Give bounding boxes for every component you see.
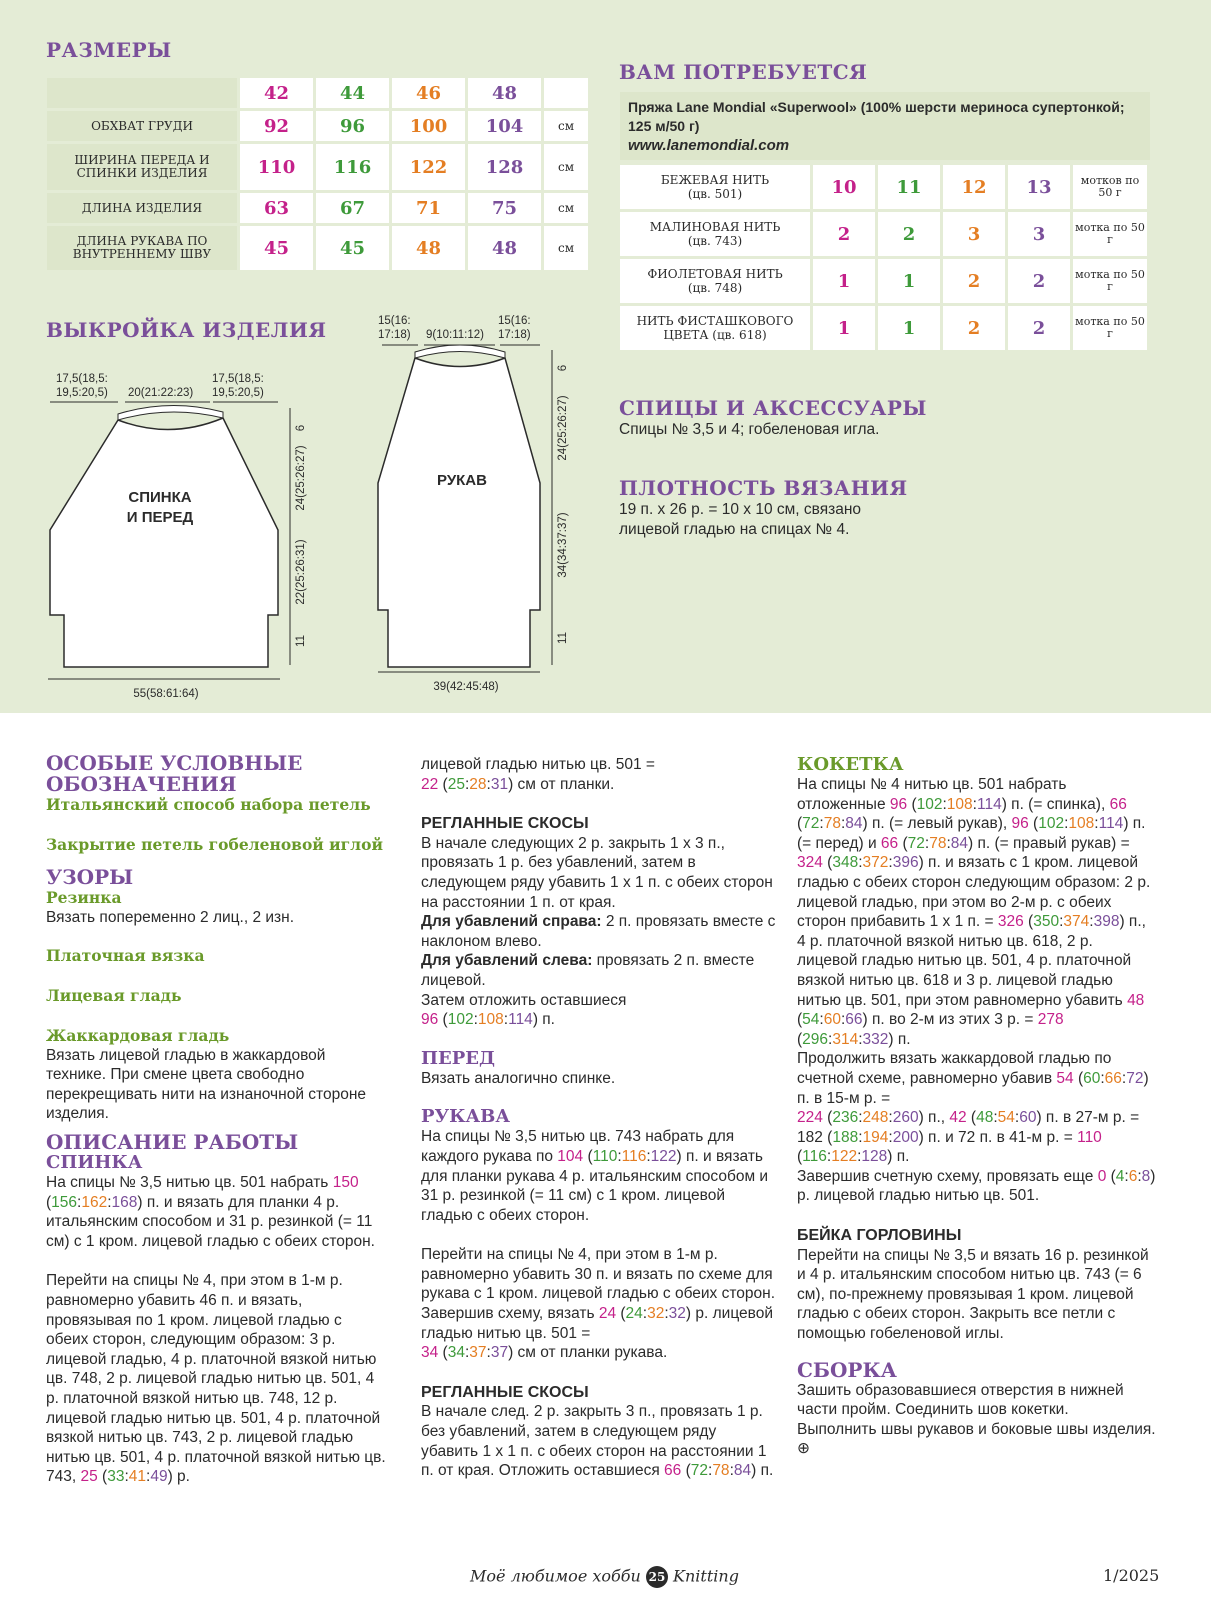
dim-label: 39(42:45:48) [433,681,499,693]
cell: 110 [240,144,313,190]
cell: 2 [878,212,940,256]
dim-label: 17:18) [498,329,531,341]
body-label-2: И ПЕРЕД [126,509,194,526]
cell: 2 [943,306,1005,350]
cell: 2 [1008,259,1070,303]
size-header: 46 [392,78,465,108]
unit-cell: мотка по 50 г [1073,306,1147,350]
unit-cell: см [544,144,588,190]
column-1: ОСОБЫЕ УСЛОВНЫЕ ОБОЗНАЧЕНИЯ Итальянский способ набора петель Закрытие петель гобеленовой иглой УЗОРЫ Резинка Вязать попеременно 2 лиц., 2 изн. Платочная вязка Лицевая гладь Жаккардовая гладь Вязать лицевой гладью в жаккардовой технике. При смене цвета свободно перекрещивать нити на изнаночной стороне изделия. ОПИСАНИЕ РАБОТЫ СПИНКА На спицы № 3,5 нитью цв. 501 набрать 150 (156:162:168) п. и вязать для планки 4 р. итальянским способом и 31 р. резинкой (= 11 см) с 1 кром. лицевой гладью с обеих сторон. Перейти на спицы № 4, при этом в 1-м р. равномерно убавить 46 п. и вязать, провязывая по 1 кром. лицевой гладью с обеих сторон, следующим образом: 3 р. лицевой гладью, 4 р. платочной вязкой нитью цв. 748, 2 р. лицевой гладью нитью цв. 501, 4 р. платочной вязкой нитью цв. 748, 12 р. лицевой гладью нитью цв. 501, 4 р. платочной вязкой нитью цв. 743, 2 р. лицевой гладью нитью цв. 501, 4 р. платочной вязкой нитью цв. 743, 25 (33:41:49) р. [46,751,386,1486]
row-label: ДЛИНА ИЗДЕЛИЯ [47,193,237,223]
cell: 122 [392,144,465,190]
cell: 67 [316,193,389,223]
footer-magazine: Моё любимое хобби 25 Knitting [470,1566,739,1588]
size-header: 48 [468,78,541,108]
cell: 10 [813,165,875,209]
dim-label: 34(34:37:37) [557,512,569,578]
dim-label: 11 [295,635,307,647]
sizes-table [44,75,591,273]
column-2: лицевой гладью нитью цв. 501 = 22 (25:28:31) см от планки. РЕГЛАННЫЕ СКОСЫ В начале следующих 2 р. закрыть 1 х 3 п., провязать 1 р. без убавлений, затем в следующем ряду убавить 1 х 1 п. с обеих сторон на расстоянии 1 п. от края. Для убавлений справа: 2 п. провязать вместе с наклоном влево. Для убавлений слева: провязать 2 п. вместе лицевой. Затем отложить оставшиеся 96 (102:108:114) п. ПЕРЕД Вязать аналогично спинке. РУКАВА На спицы № 3,5 нитью цв. 743 набрать для каждого рукава по 104 (110:116:122) п. и вязать для планки рукава 4 р. итальянским способом и 31 р. резинкой (= 11 см) с 1 кром. лицевой гладью с обеих сторон. Перейти на спицы № 4, при этом в 1-м р. равномерно убавить 30 п. и вязать по схеме для рукава с 1 кром. лицевой гладью с обеих сторон. Завершив схему, вязать 24 (24:32:32) р. лицевой гладью нитью цв. 501 = 34 (34:37:37) см от планки рукава. РЕГЛАННЫЕ СКОСЫ В начале след. 2 р. закрыть 3 п., провязать 1 р. без убавлений, затем в следующем ряду убавить 1 х 1 п. с обеих сторон на расстоянии 1 п. от края. Отложить оставшиеся 66 (72:78:84) п. [421,756,776,1480]
cell: 13 [1008,165,1070,209]
unit-cell: см [544,193,588,223]
yarn-description [620,92,1150,160]
page-number-badge: 25 [646,1566,668,1588]
row-label: ОБХВАТ ГРУДИ [47,111,237,141]
cell: 11 [878,165,940,209]
dim-label: 24(25:26:27) [557,395,569,461]
cell: 48 [468,226,541,270]
cell: 75 [468,193,541,223]
pattern-diagram [0,300,600,700]
size-header: 44 [316,78,389,108]
dim-label: 6 [295,424,307,432]
footer-issue: 1/2025 [1103,1566,1160,1585]
dim-label: 55(58:61:64) [133,688,199,700]
needles-title: СПИЦЫ И АКСЕССУАРЫ [619,396,927,420]
cell: 1 [813,259,875,303]
cell: 71 [392,193,465,223]
body-shape [50,418,278,667]
cell: 45 [316,226,389,270]
yarn-label: БЕЖЕВАЯ НИТЬ (цв. 501) [620,165,810,209]
cell: 1 [813,306,875,350]
unit-cell: см [544,111,588,141]
sleeve-shape [378,358,540,667]
gauge-text: 19 п. х 26 р. = 10 х 10 см, связано лицевой гладью на спицах № 4. [619,501,862,538]
body-label-1: СПИНКА [128,489,192,506]
size-header: 42 [240,78,313,108]
cell: 45 [240,226,313,270]
dim-label: 15(16: [498,315,531,327]
sleeve-label: РУКАВ [437,472,487,489]
cell: 12 [943,165,1005,209]
row-label: ДЛИНА РУКАВА ПО ВНУТРЕННЕМУ ШВУ [47,226,237,270]
dim-label: 22(25:26:31) [295,539,307,605]
yarn-label: НИТЬ ФИСТАШКОВОГО ЦВЕТА (цв. 618) [620,306,810,350]
dim-label: 9(10:11:12) [426,329,484,341]
cell: 2 [813,212,875,256]
cell: 1 [878,306,940,350]
dim-label: 17:18) [378,329,411,341]
dim-label: 19,5:20,5) [212,387,264,399]
sizes-title: РАЗМЕРЫ [46,38,172,62]
yarn-table [617,162,1150,353]
dim-label: 17,5(18,5: [212,373,264,385]
cell: 2 [1008,306,1070,350]
row-label: ШИРИНА ПЕРЕДА И СПИНКИ ИЗДЕЛИЯ [47,144,237,190]
yarn-label: МАЛИНОВАЯ НИТЬ (цв. 743) [620,212,810,256]
cell: 2 [943,259,1005,303]
cell: 104 [468,111,541,141]
yarn-name: Пряжа Lane Mondial «Superwool» (100% шерсти мериноса супертонкой; 125 м/50 г) [628,99,1125,134]
dim-label: 17,5(18,5: [56,373,108,385]
cell: 63 [240,193,313,223]
sizes-corner [47,78,237,108]
cell: 92 [240,111,313,141]
unit-cell: мотка по 50 г [1073,212,1147,256]
column-3: КОКЕТКА На спицы № 4 нитью цв. 501 набрать отложенные 96 (102:108:114) п. (= спинка), 66 (72:78:84) п. (= левый рукав), 96 (102:108:114) п. (= перед) и 66 (72:78:84) п. (= правый рукав) = 324 (348:372:396) п. и вязать с 1 кром. лицевой гладью с обеих сторон следующим образом: 2 р. лицевой гладью, при этом во 2-м р. с обеих сторон прибавить 1 х 1 п. = 326 (350:374:398) п., 4 р. платочной вязкой нитью цв. 618, 2 р. лицевой гладью нитью цв. 501, 4 р. платочной вязкой нитью цв. 618 и 3 р. лицевой гладью нитью цв. 501, при этом равномерно убавить 48 (54:60:66) п. во 2-м из этих 3 р. = 278 (296:314:332) п. Продолжить вязать жаккардовой гладью по счетной схеме, равномерно убавив 54 (60:66:72) п. в 15-м р. = 224 (236:248:260) п., 42 (48:54:60) п. в 27-м р. = 182 (188:194:200) п. и 72 п. в 41-м р. = 110 (116:122:128) п. Завершив счетную схему, провязать еще 0 (4:6:8) р. лицевой гладью нитью цв. 501. БЕЙКА ГОРЛОВИНЫ Перейти на спицы № 3,5 и вязать 16 р. резинкой и 4 р. итальянским способом нитью цв. 743 (= 6 см), по-прежнему провязывая 1 кром. лицевой гладью с обеих сторон. Закрыть все петли с помощью гобеленовой иглы. СБОРКА Зашить образовавшиеся отверстия в нижней части пройм. Соединить шов кокетки. Выполнить швы рукавов и боковые швы изделия. ⊕ [797,754,1156,1458]
unit-cell: мотков по 50 г [1073,165,1147,209]
unit-cell [544,78,588,108]
cell: 96 [316,111,389,141]
needles-text: Спицы № 3,5 и 4; гобеленовая игла. [619,421,880,438]
dim-label: 15(16: [378,315,411,327]
dim-label: 6 [557,364,569,372]
pattern-title: ВЫКРОЙКА ИЗДЕЛИЯ [46,318,327,342]
cell: 128 [468,144,541,190]
unit-cell: мотка по 50 г [1073,259,1147,303]
cell: 100 [392,111,465,141]
dim-label: 24(25:26:27) [295,445,307,511]
cell: 3 [1008,212,1070,256]
yarn-label: ФИОЛЕТОВАЯ НИТЬ (цв. 748) [620,259,810,303]
cell: 116 [316,144,389,190]
dim-label: 20(21:22:23) [128,387,194,399]
gauge-title: ПЛОТНОСТЬ ВЯЗАНИЯ [619,476,908,500]
cell: 3 [943,212,1005,256]
materials-title: ВАМ ПОТРЕБУЕТСЯ [619,60,868,84]
dim-label: 11 [557,632,569,644]
unit-cell: см [544,226,588,270]
cell: 1 [878,259,940,303]
cell: 48 [392,226,465,270]
dim-label: 19,5:20,5) [56,387,108,399]
yarn-url: www.lanemondial.com [628,137,790,154]
